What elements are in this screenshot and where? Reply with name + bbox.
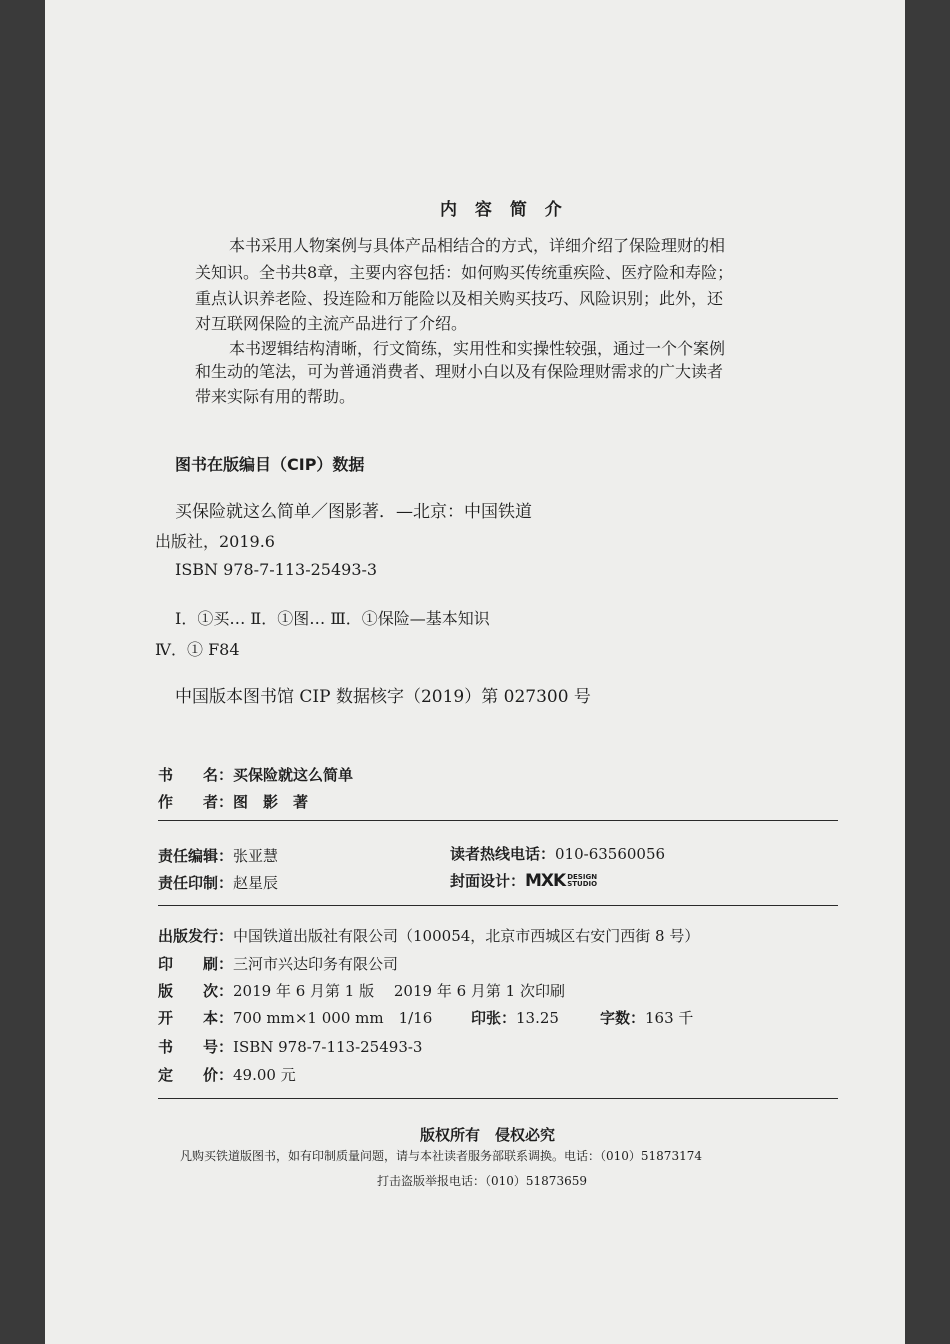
cip-heading: 图书在版编目（CIP）数据 xyxy=(175,455,365,474)
book-author-label: 作 者： xyxy=(158,793,234,811)
format-value: 700 mm×1 000 mm 1/16 xyxy=(233,1009,433,1027)
price-row xyxy=(158,1064,296,1085)
print-manager-row xyxy=(158,872,278,893)
cover-design-row xyxy=(450,870,597,891)
intro-line-4: 对互联网保险的主流产品进行了介绍。 xyxy=(195,314,468,333)
divider-3 xyxy=(158,1098,838,1099)
printer-label: 印 刷： xyxy=(158,955,234,973)
book-author-row xyxy=(158,791,308,812)
format-row xyxy=(158,1007,432,1028)
book-title-row xyxy=(158,764,353,785)
sheets-label: 印张： xyxy=(471,1009,517,1027)
printer-row xyxy=(158,953,398,974)
intro-line-7: 带来实际有用的帮助。 xyxy=(195,387,356,406)
mxk-logo: MXK DESIGN STUDIO xyxy=(525,871,598,891)
print-manager-label: 责任印制： xyxy=(158,874,234,892)
isbn-value: ISBN 978-7-113-25493-3 xyxy=(233,1038,423,1056)
editor-row xyxy=(158,845,278,866)
words-row xyxy=(600,1007,693,1028)
isbn-row xyxy=(158,1036,422,1057)
cip-class-line-2: Ⅳ．① F84 xyxy=(155,640,240,659)
edition-row xyxy=(158,980,565,1001)
intro-title: 内 容 简 介 xyxy=(440,200,568,220)
intro-line-2: 关知识。全书共8章，主要内容包括：如何购买传统重疾险、医疗险和寿险； xyxy=(195,263,734,282)
copyright-notice: 凡购买铁道版图书，如有印制质量问题，请与本社读者服务部联系调换。电话：（010）51873174 xyxy=(180,1149,702,1163)
edition-label: 版 次： xyxy=(158,982,234,1000)
intro-line-5: 本书逻辑结构清晰，行文简练，实用性和实操性较强，通过一个个案例 xyxy=(229,339,726,358)
hotline-label: 读者热线电话： xyxy=(450,845,556,863)
words-value: 163 千 xyxy=(645,1009,694,1027)
price-label: 定 价： xyxy=(158,1066,234,1084)
format-label: 开 本： xyxy=(158,1009,234,1027)
copyright-page xyxy=(45,0,905,1344)
hotline-value: 010-63560056 xyxy=(555,845,666,863)
cip-isbn: ISBN 978-7-113-25493-3 xyxy=(175,560,378,579)
sheets-value: 13.25 xyxy=(516,1009,559,1027)
intro-line-6: 和生动的笔法，可为普通消费者、理财小白以及有保险理财需求的广大读者 xyxy=(195,362,724,381)
publisher-row xyxy=(158,925,699,946)
cip-approval: 中国版本图书馆 CIP 数据核字（2019）第 027300 号 xyxy=(175,687,591,707)
price-value: 49.00 元 xyxy=(233,1066,296,1084)
cip-line-1: 买保险就这么简单／图影著．—北京：中国铁道 xyxy=(175,502,532,522)
book-author-value: 图 影 著 xyxy=(233,793,309,811)
isbn-label: 书 号： xyxy=(158,1038,234,1056)
divider-1 xyxy=(158,820,838,821)
piracy-hotline: 打击盗版举报电话：（010）51873659 xyxy=(377,1174,587,1188)
printer-value: 三河市兴达印务有限公司 xyxy=(233,955,399,973)
publisher-value: 中国铁道出版社有限公司（100054，北京市西城区右安门西街 8 号） xyxy=(233,927,700,945)
words-label: 字数： xyxy=(600,1009,646,1027)
cover-design-label: 封面设计： xyxy=(450,872,526,890)
edition-value: 2019 年 6 月第 1 版 2019 年 6 月第 1 次印刷 xyxy=(233,982,565,1000)
print-manager-value: 赵星辰 xyxy=(233,874,279,892)
editor-value: 张亚慧 xyxy=(233,847,279,865)
publisher-label: 出版发行： xyxy=(158,927,234,945)
book-title-label: 书 名： xyxy=(158,766,234,784)
sheets-row xyxy=(471,1007,559,1028)
book-title-value: 买保险就这么简单 xyxy=(233,766,354,784)
intro-line-1: 本书采用人物案例与具体产品相结合的方式，详细介绍了保险理财的相 xyxy=(229,236,726,255)
copyright-title: 版权所有 侵权必究 xyxy=(420,1126,556,1144)
cip-class-line-1: Ⅰ．①买… Ⅱ．①图… Ⅲ．①保险—基本知识 xyxy=(175,609,490,628)
divider-2 xyxy=(158,905,838,906)
hotline-row xyxy=(450,843,665,864)
editor-label: 责任编辑： xyxy=(158,847,234,865)
cip-line-2: 出版社，2019.6 xyxy=(155,532,275,551)
intro-line-3: 重点认识养老险、投连险和万能险以及相关购买技巧、风险识别；此外，还 xyxy=(195,289,724,308)
